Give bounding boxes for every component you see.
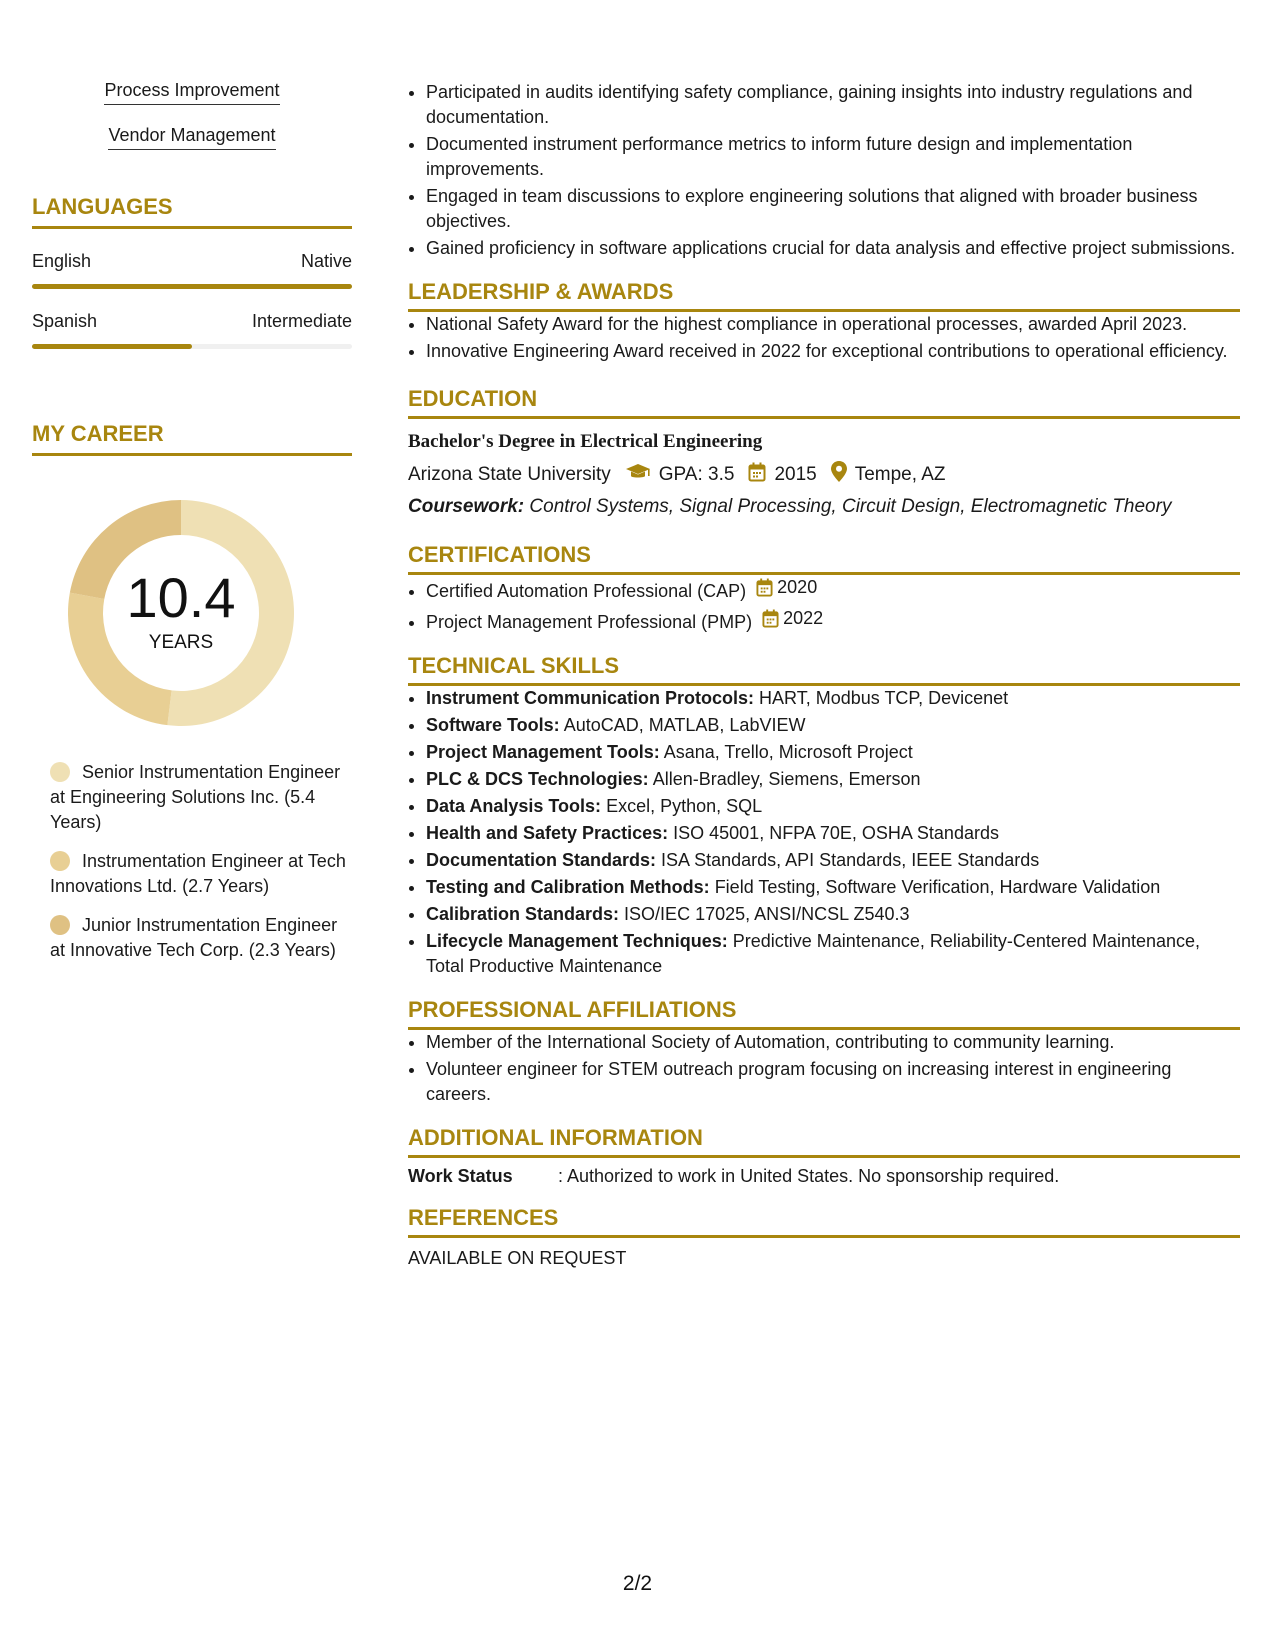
skills-list <box>32 80 352 150</box>
certification-year <box>762 606 823 631</box>
career-heading: MY CAREER <box>32 421 352 456</box>
technical-skill-label: Instrument Communication Protocols: <box>426 688 755 708</box>
career-donut-center <box>66 498 296 728</box>
technical-skill-value: AutoCAD, MATLAB, LabVIEW <box>563 715 806 735</box>
certifications-heading: CERTIFICATIONS <box>408 542 1240 575</box>
edu-school: Arizona State University <box>408 463 611 485</box>
technical-skill-label: Software Tools: <box>426 715 560 735</box>
education-heading: EDUCATION <box>408 386 1240 419</box>
additional-info-section <box>408 1125 1240 1187</box>
additional-info-heading: ADDITIONAL INFORMATION <box>408 1125 1240 1158</box>
technical-skill-value: ISO/IEC 17025, ANSI/NCSL Z540.3 <box>624 904 910 924</box>
certification-item <box>426 606 1240 635</box>
language-row <box>32 251 352 272</box>
list-item: • Innovative Engineering Award received in 2022 for exceptional contributions to operational efficiency. <box>426 339 1240 364</box>
affiliations-section <box>408 997 1240 1107</box>
languages-list <box>32 251 352 349</box>
career-legend-dot <box>50 762 70 782</box>
career-legend <box>32 760 352 963</box>
technical-skill-item <box>426 929 1240 979</box>
calendar-icon <box>756 578 777 597</box>
calendar-icon <box>748 462 766 488</box>
career-legend-dot <box>50 851 70 871</box>
affiliations-heading: PROFESSIONAL AFFILIATIONS <box>408 997 1240 1030</box>
list-item: • Member of the International Society of Automation, contributing to community learning. <box>426 1030 1240 1055</box>
technical-skill-item <box>426 767 1240 792</box>
technical-skill-value: Asana, Trello, Microsoft Project <box>663 742 913 762</box>
graduation-cap-icon <box>625 463 651 487</box>
edu-details <box>408 461 1240 488</box>
calendar-icon <box>762 609 783 628</box>
career-legend-dot <box>50 915 70 935</box>
language-proficiency-bar <box>32 284 352 289</box>
technical-skill-label: PLC & DCS Technologies: <box>426 769 649 789</box>
career-legend-label: Senior Instrumentation Engineer at Engineering Solutions Inc. (5.4 Years) <box>50 762 341 832</box>
language-item <box>32 311 352 349</box>
certification-year <box>756 575 817 600</box>
leadership-list <box>408 312 1240 364</box>
technical-skill-value: Field Testing, Software Verification, Hardware Validation <box>714 877 1161 897</box>
technical-skill-item <box>426 794 1240 819</box>
coursework-label: Coursework: <box>408 496 525 517</box>
technical-skill-label: Lifecycle Management Techniques: <box>426 931 728 951</box>
language-item <box>32 251 352 289</box>
certification-name: Project Management Professional (PMP) <box>426 612 753 632</box>
skill-tag-item <box>32 80 352 105</box>
references-text: AVAILABLE ON REQUEST <box>408 1248 627 1268</box>
languages-section <box>32 194 352 349</box>
technical-skill-value: Excel, Python, SQL <box>606 796 763 816</box>
technical-skill-value: HART, Modbus TCP, Devicenet <box>759 688 1009 708</box>
technical-skill-item <box>426 821 1240 846</box>
career-legend-item <box>50 849 352 899</box>
career-total-years: 10.4 <box>126 566 236 629</box>
language-row <box>32 311 352 332</box>
certifications-section <box>408 542 1240 635</box>
career-section <box>32 421 352 963</box>
language-proficiency-fill <box>32 344 192 349</box>
career-legend-label: Junior Instrumentation Engineer at Innovative Tech Corp. (2.3 Years) <box>50 915 338 960</box>
coursework-value: Control Systems, Signal Processing, Circuit Design, Electromagnetic Theory <box>529 496 1172 517</box>
technical-skill-item <box>426 848 1240 873</box>
languages-heading: LANGUAGES <box>32 194 352 229</box>
technical-skill-label: Documentation Standards: <box>426 850 657 870</box>
certification-year-value: 2020 <box>777 577 818 597</box>
language-name: Spanish <box>32 311 98 331</box>
list-item: • National Safety Award for the highest compliance in operational processes, awarded April 2023. <box>426 312 1240 337</box>
technical-skills-list <box>408 686 1240 979</box>
language-name: English <box>32 251 92 271</box>
technical-skill-item <box>426 740 1240 765</box>
language-proficiency-bar <box>32 344 352 349</box>
technical-skill-value: Allen-Bradley, Siemens, Emerson <box>652 769 921 789</box>
list-item: • Participated in audits identifying safety compliance, gaining insights into industry regulations and documentation. <box>426 80 1240 130</box>
edu-location: Tempe, AZ <box>854 463 946 485</box>
list-item: • Documented instrument performance metrics to inform future design and implementation improvements. <box>426 132 1240 182</box>
technical-skills-section <box>408 653 1240 979</box>
list-item: • Engaged in team discussions to explore engineering solutions that aligned with broader business objectives. <box>426 184 1240 234</box>
page-number: 2/2 <box>622 1572 653 1595</box>
technical-skills-heading: TECHNICAL SKILLS <box>408 653 1240 686</box>
skill-tag-label: Vendor Management <box>108 125 275 150</box>
location-pin-icon <box>831 461 847 488</box>
technical-skill-value: Predictive Maintenance, Reliability-Centered Maintenance, Total Productive Maintenance <box>426 931 1201 976</box>
education-section <box>408 386 1240 518</box>
edu-year: 2015 <box>774 463 817 485</box>
affiliations-list <box>408 1030 1240 1107</box>
work-status-value: : Authorized to work in United States. No sponsorship required. <box>558 1166 1060 1186</box>
work-status-row <box>408 1166 1240 1187</box>
experience-bullets <box>408 80 1240 261</box>
technical-skill-item <box>426 902 1240 927</box>
skill-tag-label: Process Improvement <box>104 80 279 105</box>
list-item: • Volunteer engineer for STEM outreach program focusing on increasing interest in engineering careers. <box>426 1057 1240 1107</box>
certification-year-value: 2022 <box>783 608 824 628</box>
language-level: Intermediate <box>251 311 352 331</box>
technical-skill-label: Calibration Standards: <box>426 904 620 924</box>
technical-skill-label: Data Analysis Tools: <box>426 796 602 816</box>
leadership-section <box>408 279 1240 364</box>
references-section <box>408 1205 1240 1269</box>
technical-skill-label: Health and Safety Practices: <box>426 823 669 843</box>
technical-skill-value: ISO 45001, NFPA 70E, OSHA Standards <box>673 823 999 843</box>
edu-gpa: GPA: 3.5 <box>658 463 735 485</box>
leadership-heading: LEADERSHIP & AWARDS <box>408 279 1240 312</box>
language-proficiency-fill <box>32 284 352 289</box>
technical-skill-item <box>426 713 1240 738</box>
career-donut-chart <box>66 498 296 728</box>
technical-skill-item <box>426 875 1240 900</box>
edu-degree: Bachelor's Degree in Electrical Engineering <box>408 431 763 452</box>
career-legend-item <box>50 913 352 963</box>
edu-coursework <box>408 496 1240 518</box>
certifications-list <box>408 575 1240 635</box>
left-column <box>32 80 352 977</box>
right-column <box>408 80 1240 1269</box>
career-years-unit: YEARS <box>148 632 214 653</box>
career-legend-item <box>50 760 352 835</box>
language-level: Native <box>300 251 352 271</box>
technical-skill-item <box>426 686 1240 711</box>
technical-skill-value: ISA Standards, API Standards, IEEE Standards <box>661 850 1040 870</box>
skill-tag-item <box>32 125 352 150</box>
technical-skill-label: Testing and Calibration Methods: <box>426 877 710 897</box>
technical-skill-label: Project Management Tools: <box>426 742 660 762</box>
certification-item <box>426 575 1240 604</box>
references-heading: REFERENCES <box>408 1205 1240 1238</box>
certification-name: Certified Automation Professional (CAP) <box>426 581 747 601</box>
list-item: • Gained proficiency in software applications crucial for data analysis and effective project submissions. <box>426 236 1240 261</box>
work-status-label: Work Status <box>408 1166 513 1186</box>
career-legend-label: Instrumentation Engineer at Tech Innovations Ltd. (2.7 Years) <box>50 851 346 896</box>
